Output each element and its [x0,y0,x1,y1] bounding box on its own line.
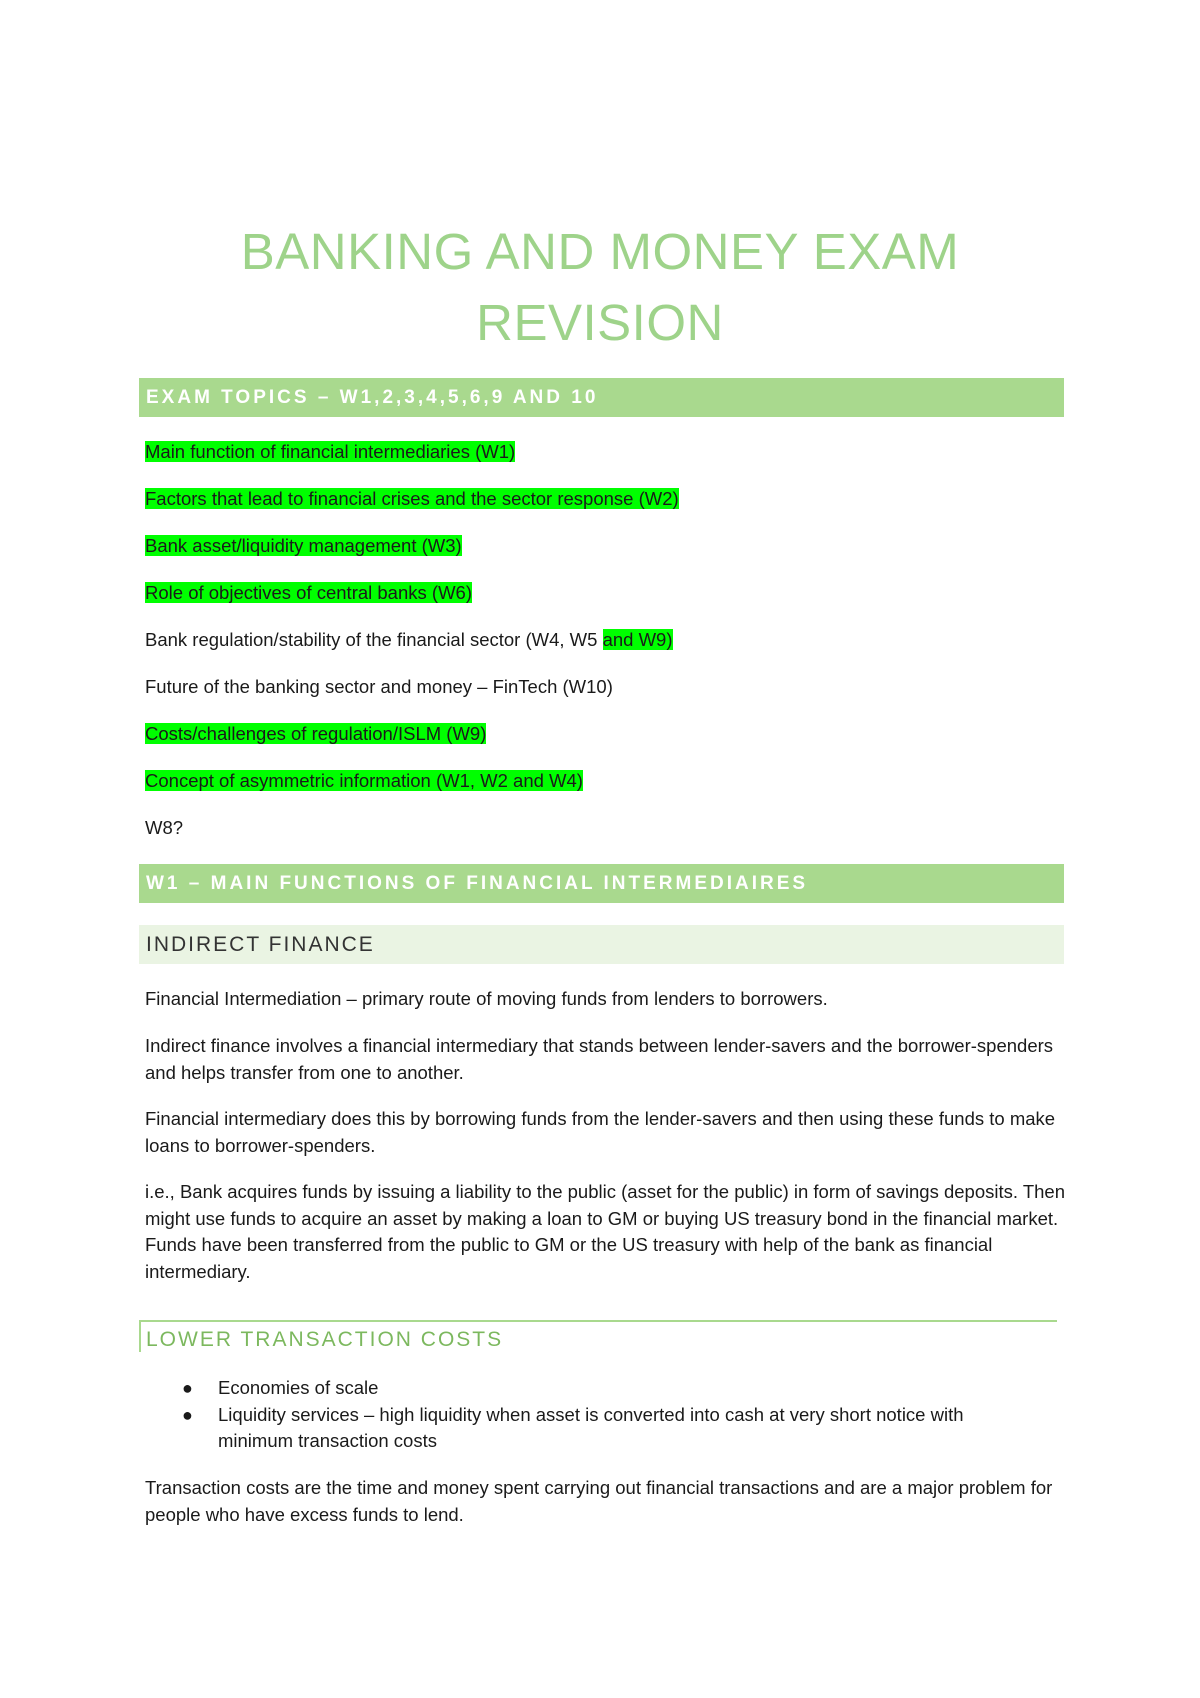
paragraph: Financial intermediary does this by borrowing funds from the lender-savers and then using these funds to make loans to borrower-spenders. [145,1108,1056,1156]
paragraph: Financial Intermediation – primary route of moving funds from lenders to borrowers. [145,988,828,1009]
topic-item: Bank asset/liquidity management (W3) [145,535,462,556]
topic-item: Factors that lead to financial crises and the sector response (W2) [145,488,679,509]
topic-item: Bank regulation/stability of the financial sector (W4, W5 and W9) [145,629,673,650]
exam-topics-heading: EXAM TOPICS – W1,2,3,4,5,6,9 AND 10 [139,378,1064,417]
bullet-icon: ● [182,1405,193,1425]
topic-item: Role of objectives of central banks (W6) [145,582,472,603]
title-line-2: REVISION [476,294,724,351]
indirect-finance-heading: INDIRECT FINANCE [139,925,1064,964]
topic-item: W8? [145,817,184,838]
paragraph: i.e., Bank acquires funds by issuing a liability to the public (asset for the public) in form of savings deposits. Then might use funds to acquire an asset by making a loan to GM or buying US treasury bond in the financial market. Funds have been transferred from the public to GM or the US treasury with help of the bank as financial intermediary. [145,1181,1065,1282]
list-item: ● Liquidity services – high liquidity when asset is converted into cash at very short notice with minimum transaction costs [182,1404,964,1451]
list-item: ● Economies of scale [182,1375,1042,1401]
paragraph: Indirect finance involves a financial intermediary that stands between lender-savers and the borrower-spenders and helps transfer from one to another. [145,1035,1054,1083]
topic-item: Main function of financial intermediaries (W1) [145,441,516,462]
w1-heading: W1 – MAIN FUNCTIONS OF FINANCIAL INTERMEDIAIRES [139,864,1064,903]
topic-item: Future of the banking sector and money – FinTech (W10) [145,676,613,697]
document-title [0,216,1200,358]
lower-transaction-costs-heading: LOWER TRANSACTION COSTS [139,1320,1057,1352]
topic-item: Costs/challenges of regulation/ISLM (W9) [145,723,487,744]
bullet-icon: ● [182,1378,193,1398]
title-line-1: BANKING AND MONEY EXAM [240,223,960,280]
paragraph: Transaction costs are the time and money spent carrying out financial transactions and are a major problem for people who have excess funds to lend. [145,1477,1053,1525]
topic-item: Concept of asymmetric information (W1, W2 and W4) [145,770,583,791]
